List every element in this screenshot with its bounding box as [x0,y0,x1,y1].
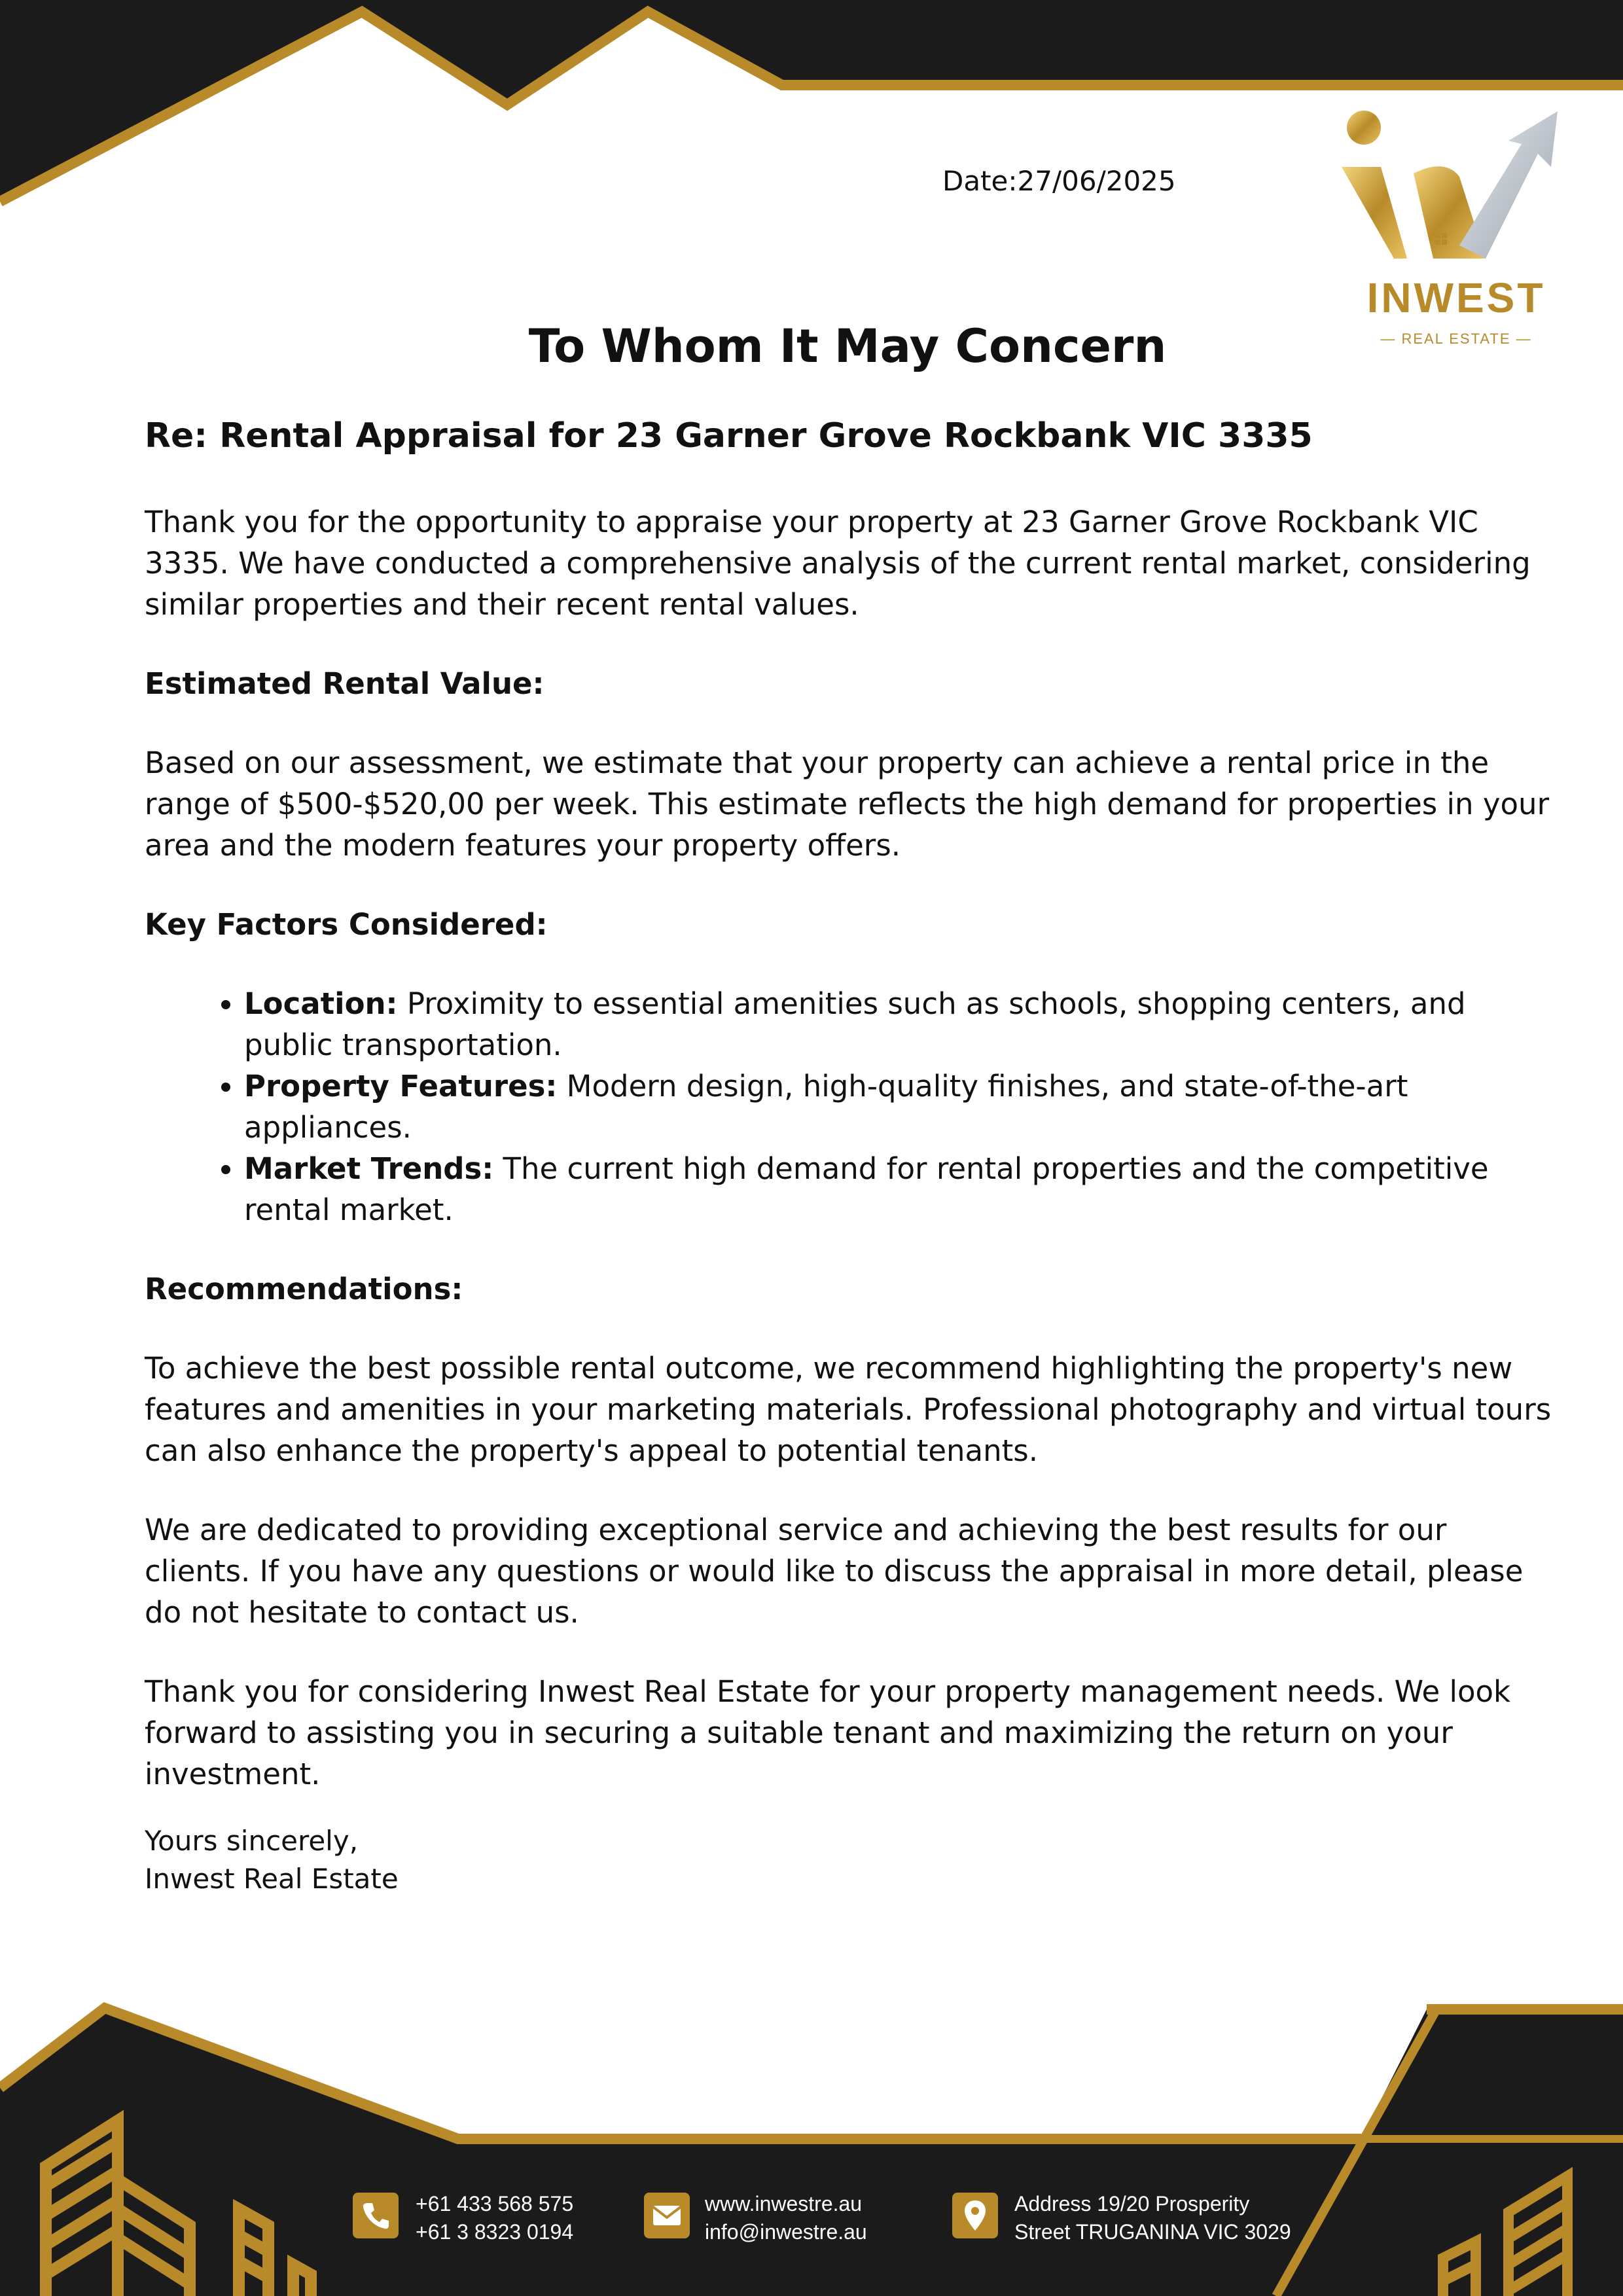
letter-body [145,501,1552,1833]
intro-paragraph: Thank you for the opportunity to appraise your property at 23 Garner Grove Rockbank VIC 3335. We have conducted a comprehensive analysis of the current rental market, considering similar properties and their recent rental values. [145,505,1531,622]
web-email [705,2190,867,2246]
email-link[interactable]: info@inwestre.au [705,2220,867,2244]
thanks-paragraph: Thank you for considering Inwest Real Estate for your property management needs. We look forward to assisting you in securing a suitable tenant and maximizing the return on your investment. [145,1674,1511,1791]
closing-block [145,1822,399,1898]
signoff: Yours sincerely, [145,1825,359,1857]
recommend-paragraph: To achieve the best possible rental outcome, we recommend highlighting the property's new features and amenities in your marketing materials. Professional photography and virtual tours can also enhance the property's appeal to potential tenants. [145,1351,1552,1468]
address-line: Address 19/20 Prosperity [1014,2192,1250,2215]
logo-wordmark: INWEST [1366,274,1546,321]
estimate-heading: Estimated Rental Value: [145,666,544,701]
signature: Inwest Real Estate [145,1863,399,1895]
page-title: To Whom It May Concern [528,319,1167,373]
factor-text: Modern design, high-quality finishes, and state-of-the-art appliances. [244,1069,1408,1145]
list-item [244,1066,1552,1148]
address [1014,2190,1291,2246]
subject-line: Re: Rental Appraisal for 23 Garner Grove Rockbank VIC 3335 [145,416,1313,456]
factor-label: Market Trends: [244,1151,494,1186]
factor-label: Location: [244,986,398,1021]
website-link[interactable]: www.inwestre.au [705,2192,863,2215]
factor-text: Proximity to essential amenities such as schools, shopping centers, and public transportation. [244,986,1466,1062]
factors-list [145,983,1552,1230]
phone-number[interactable]: +61 433 568 575 [416,2192,574,2215]
factor-text: The current high demand for rental properties and the competitive rental market. [244,1151,1489,1227]
phone-numbers [416,2190,573,2246]
recommend-heading: Recommendations: [145,1272,463,1306]
letter-date: Date:27/06/2025 [942,165,1176,197]
logo-tagline: — REAL ESTATE — [1380,331,1532,347]
envelope-icon [644,2193,690,2238]
factors-heading: Key Factors Considered: [145,907,548,942]
list-item [244,1148,1552,1230]
estimate-paragraph: Based on our assessment, we estimate that your property can achieve a rental price in the range of $500-$520,00 per week. This estimate reflects the high demand for properties in your area and the modern features your property offers. [145,745,1550,863]
location-pin-icon [952,2193,998,2238]
phone-icon [353,2193,399,2238]
footer-banner [0,1990,1623,2296]
list-item [244,983,1552,1066]
service-paragraph: We are dedicated to providing exceptional service and achieving the best results for our clients. If you have any questions or would like to discuss the appraisal in more detail, please do not hesitate to contact us. [145,1513,1524,1630]
factor-label: Property Features: [244,1069,558,1103]
address-line: Street TRUGANINA VIC 3029 [1014,2220,1291,2244]
phone-number[interactable]: +61 3 8323 0194 [416,2220,574,2244]
